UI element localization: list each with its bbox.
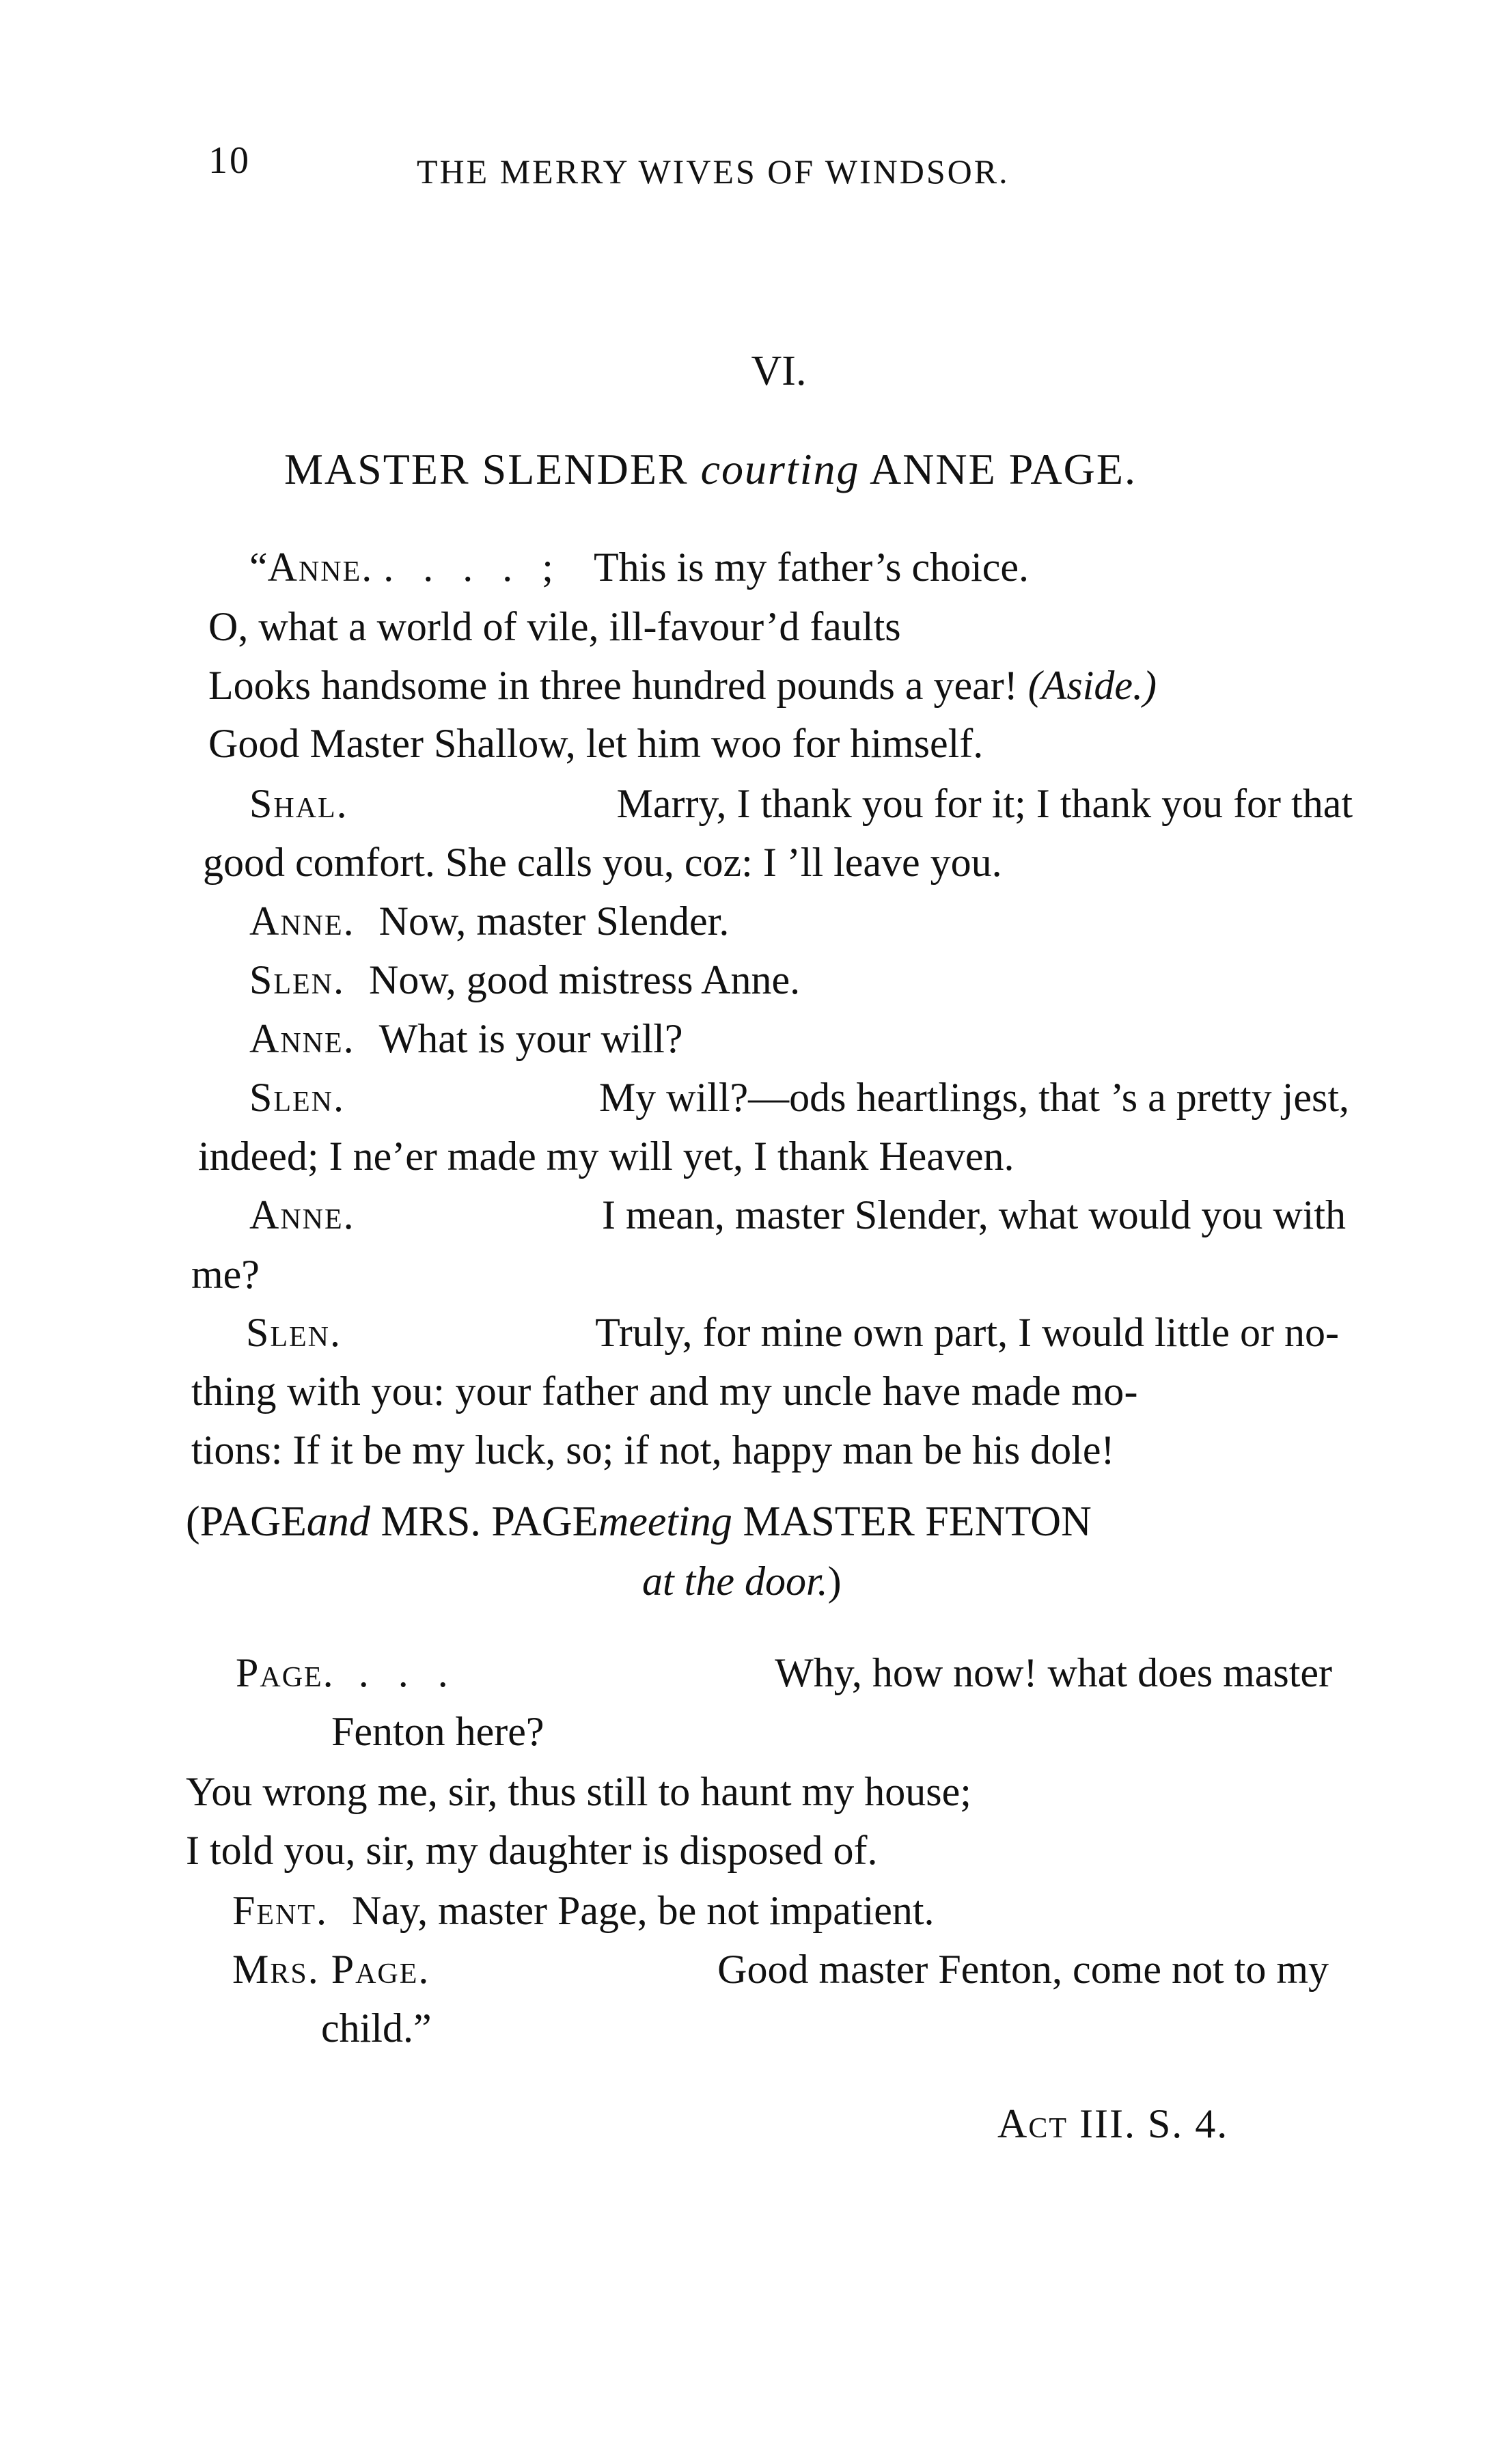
speaker-name: Anne.: [249, 1192, 355, 1237]
dialogue-line: child.”: [321, 2006, 432, 2051]
speech-text: Truly, for mine own part, I would little or no-: [595, 1310, 1339, 1355]
speech-text: This is my father’s choice.: [593, 545, 1030, 590]
stage-name: PAGE: [199, 1498, 307, 1545]
speech-text: I mean, master Slender, what would you with: [601, 1192, 1346, 1237]
stage-name: MASTER FENTON: [743, 1498, 1092, 1545]
speaker-name: Anne.: [267, 545, 374, 590]
open-quote: “: [249, 545, 268, 590]
stage-direction: [186, 1498, 1092, 1545]
ellipsis: . . . . ;: [383, 545, 563, 590]
stage-direction-line2: [642, 1561, 842, 1602]
stage-aside: (Aside.): [1027, 663, 1157, 708]
dialogue-line: [208, 665, 1157, 706]
speech-text: Looks handsome in three hundred pounds a year!: [208, 663, 1018, 708]
speaker-name: Slen.: [249, 1075, 346, 1120]
dialogue-line: [249, 959, 800, 1000]
dialogue-line: [236, 1652, 1332, 1693]
section-title-verb: courting: [700, 445, 860, 493]
speaker-name: Shal.: [249, 781, 348, 826]
stage-conjunction: and: [306, 1498, 370, 1545]
speech-text: Nay, master Page, be not impatient.: [352, 1888, 935, 1933]
dialogue-line: Fenton here?: [331, 1709, 544, 1754]
speaker-name: Fent.: [232, 1888, 329, 1933]
stage-location: at the door.: [642, 1559, 828, 1604]
dialogue-line: Good Master Shallow, let him woo for himself.: [208, 721, 984, 766]
paren-open: (: [186, 1498, 200, 1545]
dialogue-line: [246, 1312, 1339, 1353]
dialogue-line: [232, 1890, 935, 1931]
speaker-name: Slen.: [249, 957, 346, 1002]
act-scene-citation: Act III. S. 4.: [997, 2101, 1229, 2146]
speech-text: Marry, I thank you for it; I thank you for that: [616, 781, 1353, 826]
speech-text: Why, how now! what does master: [775, 1650, 1332, 1695]
speech-text: Good master Fenton, come not to my: [717, 1947, 1329, 1992]
section-numeral: VI.: [751, 348, 807, 394]
dialogue-line: thing with you: your father and my uncle have made mo-: [191, 1369, 1138, 1414]
stage-name: MRS. PAGE: [381, 1498, 598, 1545]
speaker-name: Mrs. Page.: [232, 1947, 430, 1992]
dialogue-line: O, what a world of vile, ill-favour’d faults: [208, 604, 901, 649]
speech-text: My will?—ods heartlings, that ’s a pretty jest,: [598, 1075, 1349, 1120]
speaker-name: Page.: [236, 1650, 335, 1695]
ellipsis: . . .: [358, 1650, 458, 1695]
speaker-name: Slen.: [246, 1310, 342, 1355]
section-title-names: ANNE PAGE.: [869, 445, 1137, 493]
dialogue-line: [249, 1077, 1349, 1118]
dialogue-line: You wrong me, sir, thus still to haunt my house;: [186, 1769, 971, 1814]
dialogue-line: I told you, sir, my daughter is disposed of.: [186, 1828, 878, 1873]
running-title: THE MERRY WIVES OF WINDSOR.: [417, 152, 1010, 191]
paren-close: ): [827, 1559, 842, 1604]
dialogue-line: [249, 783, 1353, 824]
speaker-name: Anne.: [249, 899, 355, 944]
speaker-name: Anne.: [249, 1016, 355, 1061]
section-title-names: MASTER SLENDER: [284, 445, 689, 493]
dialogue-line: indeed; I ne’er made my will yet, I thank Heaven.: [198, 1134, 1014, 1179]
dialogue-line: me?: [191, 1252, 260, 1297]
speech-text: Now, master Slender.: [378, 899, 730, 944]
speech-text: Now, good mistress Anne.: [369, 957, 801, 1002]
dialogue-line: [249, 547, 1029, 588]
page-number: 10: [208, 139, 251, 182]
stage-verb: meeting: [598, 1498, 732, 1545]
dialogue-line: [249, 901, 729, 942]
dialogue-line: [249, 1018, 683, 1059]
speech-text: What is your will?: [378, 1016, 683, 1061]
section-title: [284, 444, 1137, 495]
dialogue-line: [249, 1194, 1346, 1235]
dialogue-line: tions: If it be my luck, so; if not, happy man be his dole!: [191, 1427, 1115, 1473]
dialogue-line: good comfort. She calls you, coz: I ’ll leave you.: [203, 840, 1002, 885]
dialogue-line: [232, 1949, 1329, 1990]
